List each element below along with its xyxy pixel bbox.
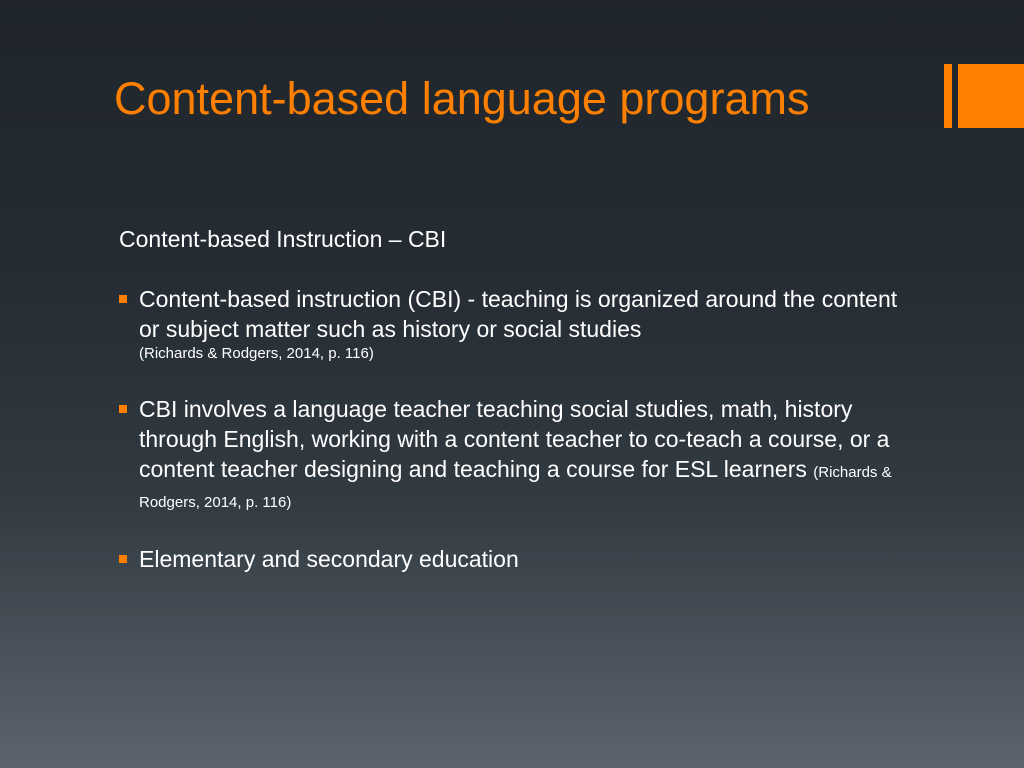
- bullet-citation: (Richards & Rodgers, 2014, p. 116): [139, 464, 892, 511]
- bullet-square-icon: [119, 405, 127, 413]
- bullet-item: [119, 394, 909, 514]
- bullet-square-icon: [119, 295, 127, 303]
- bullet-square-icon: [119, 555, 127, 563]
- accent-bar-thin: [944, 64, 952, 128]
- bullet-item: [119, 284, 909, 364]
- bullet-citation: (Richards & Rodgers, 2014, p. 116): [139, 345, 374, 362]
- bullet-item: [119, 544, 909, 574]
- bullet-text: Content-based instruction (CBI) - teaching is organized around the content or subject matter such as history or social studies: [139, 286, 898, 342]
- accent-bar-thick: [958, 64, 1024, 128]
- slide-content: [119, 224, 909, 604]
- bullet-text: Elementary and secondary education: [139, 546, 519, 572]
- slide-title: Content-based language programs: [114, 73, 810, 124]
- slide-subheading: Content-based Instruction – CBI: [119, 226, 447, 252]
- bullet-text: CBI involves a language teacher teaching social studies, math, history through English, working with a content teacher to co-teach a course, or a content teacher designing and teaching a course for ESL learners: [139, 396, 890, 482]
